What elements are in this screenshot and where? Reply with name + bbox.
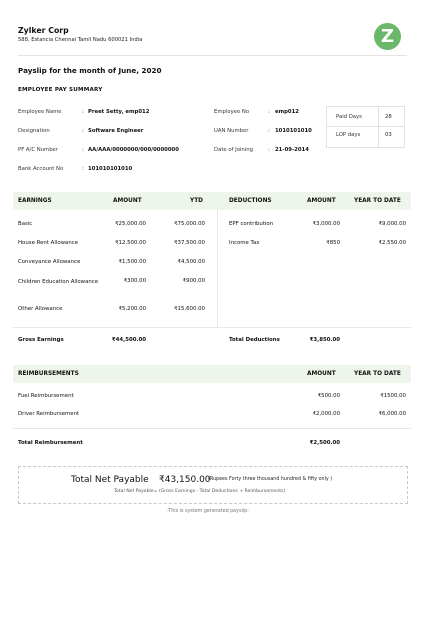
net-payable-words: (Rupees Forty three thousand hundred & fifty only ) (208, 477, 333, 482)
earning-label: Basic (18, 221, 33, 227)
company-logo: Z (374, 23, 401, 50)
earning-ytd: ₹75,000.00 (174, 221, 205, 227)
earning-amount: ₹1,500.00 (118, 259, 146, 265)
reimbursement-divider (13, 428, 411, 429)
designation-value: Software Engineer (88, 128, 144, 134)
employee-name-label: Employee Name (18, 109, 62, 115)
attendance-divider (327, 126, 404, 127)
reimbursement-ytd: ₹1500.00 (380, 393, 406, 399)
payslip-title: Payslip for the month of June, 2020 (18, 66, 162, 75)
gross-earnings-value: ₹44,500.00 (111, 337, 146, 343)
employee-no-value: emp012 (275, 109, 299, 115)
company-address: 588, Estancia Chennai Tamil Nadu 600021 India (18, 37, 143, 43)
earning-amount: ₹25,000.00 (115, 221, 146, 227)
company-name: Zylker Corp (18, 26, 69, 35)
earning-ytd: ₹15,600.00 (174, 306, 205, 312)
total-reimbursement-value: ₹2,500.00 (309, 440, 340, 446)
colon: : (82, 128, 84, 134)
net-payable-value: ₹43,150.00 (159, 475, 211, 485)
pay-summary-heading: EMPLOYEE PAY SUMMARY (18, 87, 103, 93)
lop-days-label: LOP days (336, 132, 361, 138)
paid-days-value: 28 (385, 114, 392, 120)
earning-label: Other Allowance (18, 306, 63, 312)
earning-label: Conveyance Allowance (18, 259, 81, 265)
date-of-joining-label: Date of Joining (214, 147, 253, 153)
deductions-ytd-header: YEAR TO DATE (354, 198, 401, 204)
bank-account-value: 101010101010 (88, 166, 133, 172)
date-of-joining-value: 21-09-2014 (275, 147, 309, 153)
earnings-header-band (13, 192, 411, 210)
net-payable-label: Total Net Payable (71, 475, 149, 485)
earning-ytd: ₹37,500.00 (174, 240, 205, 246)
paid-days-label: Paid Days (336, 114, 362, 120)
earning-amount: ₹12,500.00 (115, 240, 146, 246)
earning-ytd: ₹900.00 (182, 278, 205, 284)
net-payable-formula: Total Net Payable= (Gross Earnings - Total Deductions + Reimbursements) (114, 489, 286, 494)
reimbursements-header: REIMBURSEMENTS (18, 371, 79, 377)
reimbursement-amount: ₹2,000.00 (312, 411, 340, 417)
earnings-header: EARNINGS (18, 198, 52, 204)
reimbursement-label: Fuel Reimbursement (18, 393, 74, 399)
deduction-amount: ₹3,000.00 (312, 221, 340, 227)
colon: : (82, 147, 84, 153)
header-divider (18, 55, 407, 56)
uan-number-value: 1010101010 (275, 128, 312, 134)
colon: : (82, 109, 84, 115)
reimbursement-ytd: ₹6,000.00 (378, 411, 406, 417)
employee-no-label: Employee No (214, 109, 250, 115)
designation-label: Designation (18, 128, 50, 134)
total-deductions-label: Total Deductions (229, 337, 280, 343)
attendance-box (326, 106, 405, 148)
colon: : (268, 147, 270, 153)
total-deductions-value: ₹3,850.00 (309, 337, 340, 343)
reimbursement-label: Driver Reimbursement (18, 411, 80, 417)
attendance-column-divider (378, 107, 379, 147)
deductions-amount-header: AMOUNT (307, 198, 336, 204)
deduction-amount: ₹850 (326, 240, 340, 246)
bank-account-label: Bank Account No (18, 166, 64, 172)
colon: : (268, 128, 270, 134)
earning-ytd: ₹4,500.00 (177, 259, 205, 265)
pf-number-label: PF A/C Number (18, 147, 58, 153)
gross-earnings-label: Gross Earnings (18, 337, 64, 343)
earnings-amount-header: AMOUNT (113, 198, 142, 204)
deductions-header: DEDUCTIONS (229, 198, 272, 204)
system-generated-note: -This is system generated payslip- (167, 509, 249, 514)
employee-name-value: Preet Setty, emp012 (88, 109, 150, 115)
reimbursements-ytd-header: YEAR TO DATE (354, 371, 401, 377)
uan-number-label: UAN Number (214, 128, 249, 134)
colon: : (82, 166, 84, 172)
totals-divider (13, 327, 411, 328)
pf-number-value: AA/AAA/0000000/000/0000000 (88, 147, 179, 153)
colon: : (268, 109, 270, 115)
lop-days-value: 03 (385, 132, 392, 138)
deduction-ytd: ₹9,000.00 (378, 221, 406, 227)
reimbursements-amount-header: AMOUNT (307, 371, 336, 377)
earnings-ytd-header: YTD (190, 198, 203, 204)
earnings-deductions-divider (217, 209, 218, 327)
earning-amount: ₹5,200.00 (118, 306, 146, 312)
earning-amount: ₹300.00 (123, 278, 146, 284)
total-reimbursement-label: Total Reimbursement (18, 440, 83, 446)
deduction-label: EPF contribution (229, 221, 274, 227)
earning-label: Children Education Allowance (18, 279, 99, 285)
deduction-ytd: ₹2,550.00 (378, 240, 406, 246)
deduction-label: Income Tax (229, 240, 260, 246)
reimbursement-amount: ₹500.00 (317, 393, 340, 399)
net-payable-box (18, 466, 408, 504)
earning-label: House Rent Allowance (18, 240, 79, 246)
